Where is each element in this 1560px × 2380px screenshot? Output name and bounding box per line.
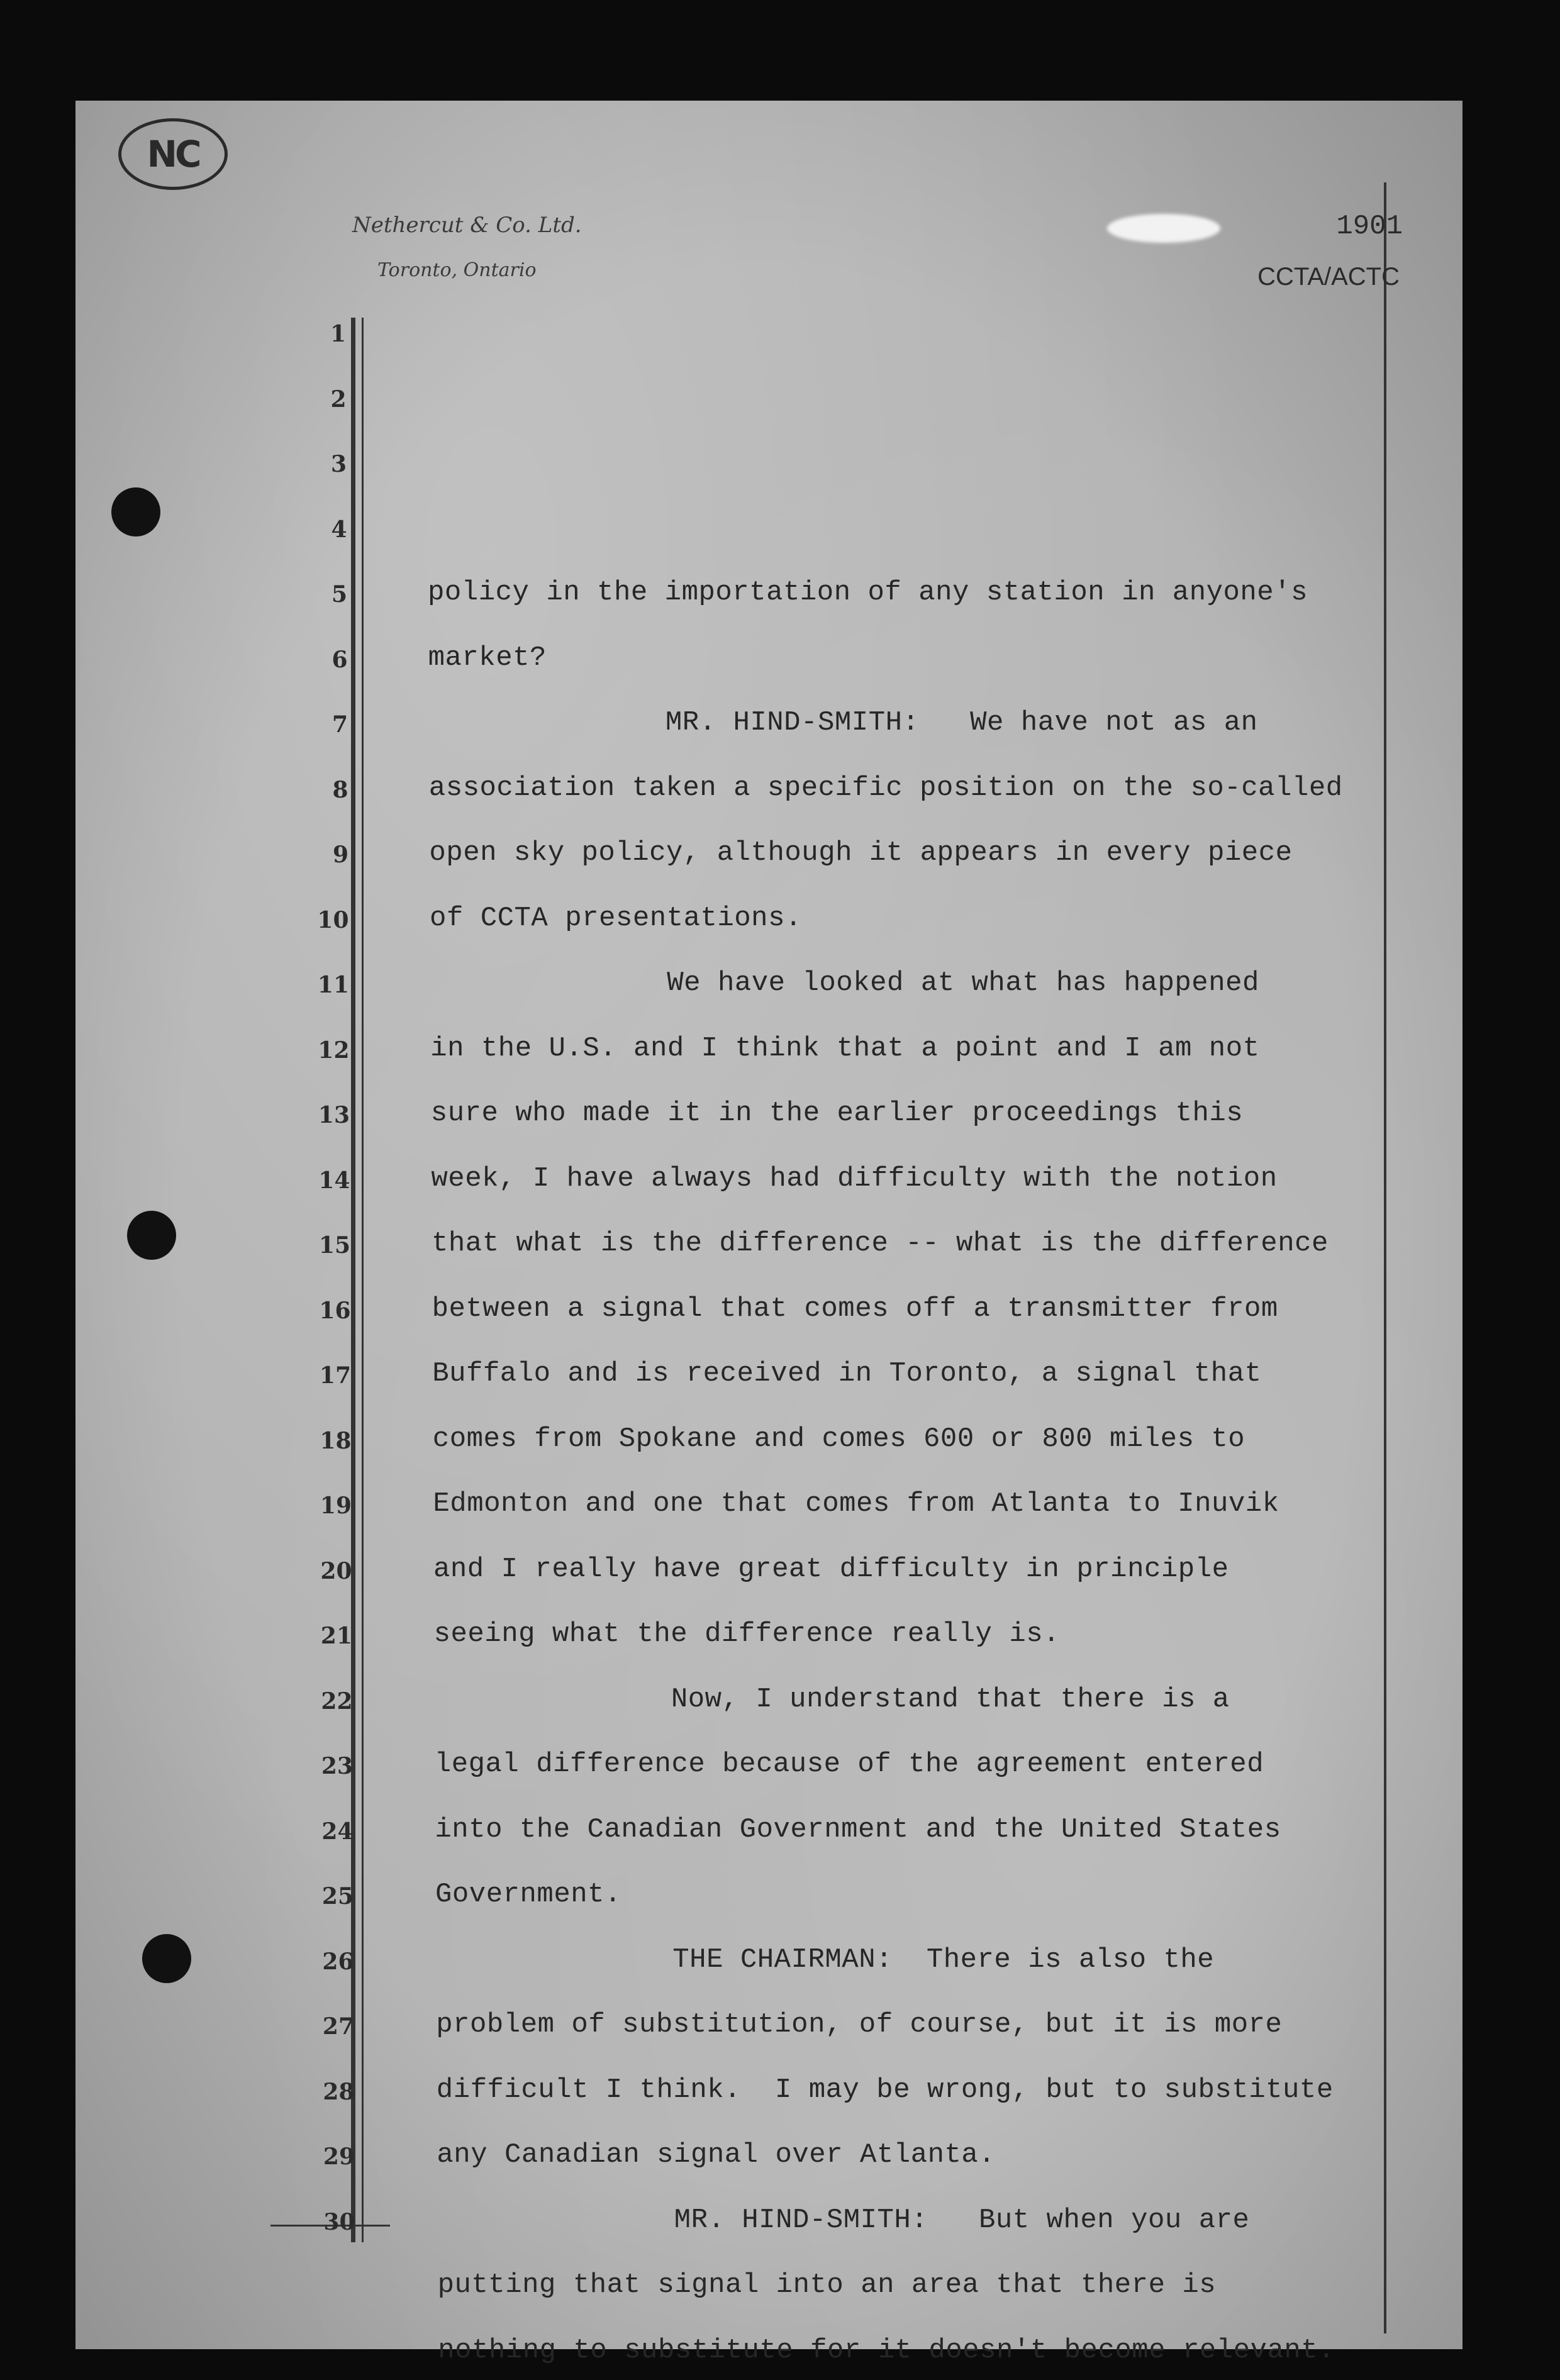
- line-number: 5: [331, 581, 347, 608]
- transcript-line: Edmonton and one that comes from Atlanta to Inuvik: [433, 1488, 1279, 1520]
- transcript-line: between a signal that comes off a transmitter from: [432, 1293, 1278, 1325]
- transcript-line: and I really have great difficulty in principle: [433, 1553, 1229, 1585]
- line-number: 17: [319, 1362, 351, 1389]
- transcript-line: MR. HIND-SMITH: But when you are: [437, 2204, 1250, 2236]
- binder-hole-top: [111, 487, 160, 537]
- transcript-body: [428, 0, 1384, 2380]
- transcript-line: legal difference because of the agreement entered: [434, 1749, 1264, 1780]
- transcript-line: comes from Spokane and comes 600 or 800 miles to: [432, 1423, 1245, 1455]
- transcript-line: We have looked at what has happened: [430, 967, 1259, 999]
- transcript-line: association taken a specific position on the so-called: [428, 772, 1343, 804]
- line-number: 7: [332, 711, 348, 738]
- transcript-line: Buffalo and is received in Toronto, a signal that: [432, 1358, 1262, 1389]
- line-number: 30: [323, 2208, 355, 2235]
- line-number: 14: [318, 1167, 350, 1194]
- line-number: 10: [317, 906, 349, 933]
- line-number: 29: [323, 2144, 355, 2170]
- firm-logo: NC: [118, 118, 228, 190]
- line-number: 26: [322, 1948, 354, 1975]
- line-number: 4: [331, 516, 347, 543]
- line-number: 1: [330, 321, 346, 347]
- line-number: 24: [321, 1818, 354, 1845]
- line-number: 9: [332, 842, 348, 868]
- transcript-line: market?: [428, 642, 547, 674]
- left-margin-rule-inner: [362, 318, 364, 2242]
- line-number: 8: [332, 776, 348, 803]
- line-number: 27: [322, 2013, 354, 2040]
- header-code: CCTA/ACTC: [1257, 263, 1400, 291]
- transcript-line: nothing to substitute for it doesn't become relevant.: [438, 2334, 1335, 2366]
- line-number: 16: [319, 1297, 351, 1324]
- firm-name: Nethercut & Co. Ltd.: [352, 213, 582, 238]
- transcript-line: into the Canadian Government and the United States: [435, 1813, 1281, 1845]
- line-number: 25: [321, 1883, 354, 1910]
- line-number: 3: [330, 451, 347, 477]
- line-number: 11: [317, 972, 349, 998]
- right-margin-rule: [1384, 182, 1386, 2333]
- transcript-line: difficult I think. I may be wrong, but to substitute: [436, 2074, 1334, 2106]
- line-number: 6: [332, 646, 348, 673]
- transcript-line: open sky policy, although it appears in every piece: [429, 837, 1293, 869]
- transcript-line: Now, I understand that there is a: [434, 1683, 1230, 1715]
- line-number: 15: [318, 1232, 350, 1259]
- transcript-line: policy in the importation of any station in anyone's: [428, 577, 1308, 608]
- line-number: 28: [323, 2078, 355, 2105]
- transcript-line: Government.: [435, 1879, 621, 1910]
- line-number: 18: [320, 1427, 352, 1454]
- line-number: 22: [321, 1688, 353, 1715]
- transcript-line: in the U.S. and I think that a point and I am not: [430, 1032, 1260, 1064]
- transcript-line: any Canadian signal over Atlanta.: [437, 2139, 996, 2171]
- line-number: 20: [320, 1557, 352, 1584]
- binder-hole-middle: [127, 1211, 176, 1260]
- line-number: 23: [321, 1753, 353, 1779]
- transcript-line: sure who made it in the earlier proceedings this: [430, 1098, 1244, 1129]
- transcript-line: week, I have always had difficulty with the notion: [431, 1162, 1278, 1194]
- line-number: 12: [318, 1037, 350, 1064]
- transcript-line: putting that signal into an area that there is: [437, 2269, 1217, 2301]
- transcript-line: of CCTA presentations.: [430, 902, 802, 934]
- transcript-line: seeing what the difference really is.: [433, 1618, 1061, 1650]
- transcript-line: MR. HIND-SMITH: We have not as an: [428, 707, 1258, 738]
- firm-city: Toronto, Ontario: [377, 259, 537, 281]
- line-number: 19: [320, 1493, 352, 1519]
- page-number: 1901: [1336, 211, 1403, 242]
- transcript-line: THE CHAIRMAN: There is also the: [435, 1943, 1215, 1976]
- binder-hole-bottom: [142, 1934, 191, 1983]
- line-number: 21: [320, 1623, 352, 1649]
- line-number: 2: [330, 386, 347, 413]
- transcript-line: that what is the difference -- what is the difference: [432, 1228, 1329, 1259]
- transcript-line: problem of substitution, of course, but it is more: [436, 2009, 1283, 2040]
- line-number: 13: [318, 1102, 350, 1128]
